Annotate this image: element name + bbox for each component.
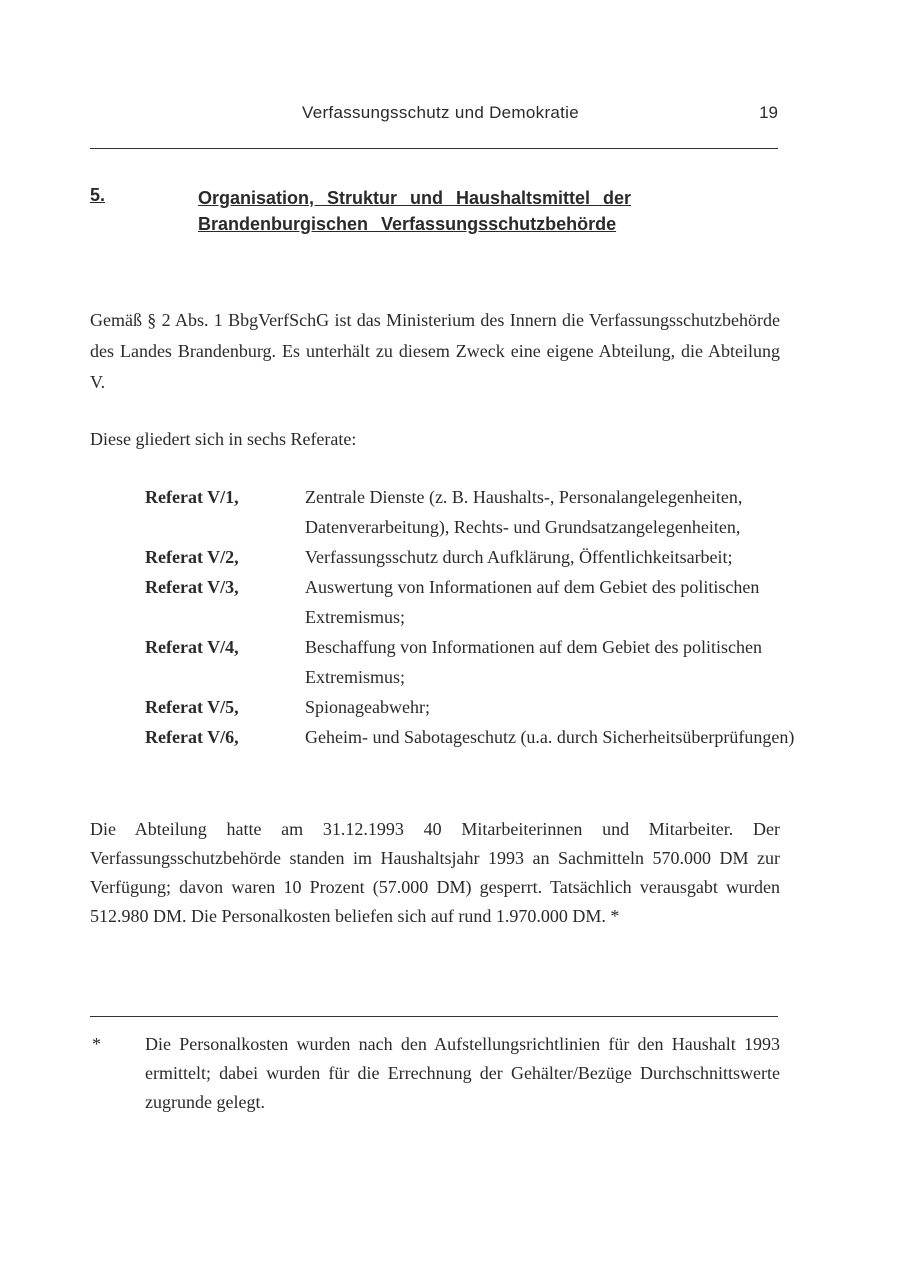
referat-description: Spionageabwehr;	[305, 697, 430, 717]
section-title: Organisation, Struktur und Haushaltsmittel der Brandenburgischen Verfassungsschutzbehörde	[198, 188, 632, 234]
intro-paragraph: Gemäß § 2 Abs. 1 BbgVerfSchG ist das Ministerium des Innern die Verfassungsschutzbehörde des Landes Brandenburg. Es unterhält zu diesem Zweck eine eigene Abteilung, die Abteilung V.	[90, 310, 780, 392]
referat-item	[145, 692, 805, 722]
referat-item	[145, 542, 805, 572]
referat-description: Auswertung von Informationen auf dem Gebiet des politischen Extremismus;	[305, 577, 760, 627]
referat-item	[145, 572, 805, 632]
referat-label: Referat V/1,	[145, 487, 239, 507]
referat-item	[145, 482, 805, 542]
referat-label: Referat V/6,	[145, 727, 239, 747]
page-number: 19	[759, 103, 778, 122]
referat-item	[145, 722, 805, 752]
referat-description: Verfassungsschutz durch Aufklärung, Öffentlichkeitsarbeit;	[305, 547, 733, 567]
section-number: 5.	[90, 185, 106, 205]
referat-description: Geheim- und Sabotageschutz (u.a. durch Sicherheitsüberprüfungen)	[305, 727, 795, 747]
staff-budget-paragraph: Die Abteilung hatte am 31.12.1993 40 Mitarbeiterinnen und Mitarbeiter. Der Verfassungsschutzbehörde standen im Haushaltsjahr 1993 an Sachmitteln 570.000 DM zur Verfügung; davon waren 10 Prozent (57.000 DM) gesperrt. Tatsächlich verausgabt wurden 512.980 DM. Die Personalkosten beliefen sich auf rund 1.970.000 DM. *	[90, 819, 780, 926]
referat-label: Referat V/4,	[145, 637, 239, 657]
footnote-divider	[90, 1016, 778, 1017]
referat-item	[145, 632, 805, 692]
footnote	[90, 1030, 780, 1117]
footnote-text: Die Personalkosten wurden nach den Aufstellungsrichtlinien für den Haushalt 1993 ermittelt; dabei wurden für die Errechnung der Gehälter/Bezüge Durchschnittswerte zugrunde gelegt.	[145, 1034, 780, 1112]
referat-description: Zentrale Dienste (z. B. Haushalts-, Personalangelegenheiten, Datenverarbeitung), Rechts- und Grundsatzangelegenheiten,	[305, 487, 743, 537]
referat-description: Beschaffung von Informationen auf dem Gebiet des politischen Extremismus;	[305, 637, 763, 687]
referat-label: Referat V/3,	[145, 577, 239, 597]
referat-label: Referat V/2,	[145, 547, 239, 567]
referat-label: Referat V/5,	[145, 697, 239, 717]
running-header-title: Verfassungsschutz und Demokratie	[302, 103, 580, 122]
referate-intro-paragraph: Diese gliedert sich in sechs Referate:	[90, 429, 357, 449]
referate-list	[145, 482, 805, 752]
header-divider	[90, 148, 778, 149]
footnote-marker: *	[92, 1034, 101, 1054]
running-header	[90, 103, 778, 129]
